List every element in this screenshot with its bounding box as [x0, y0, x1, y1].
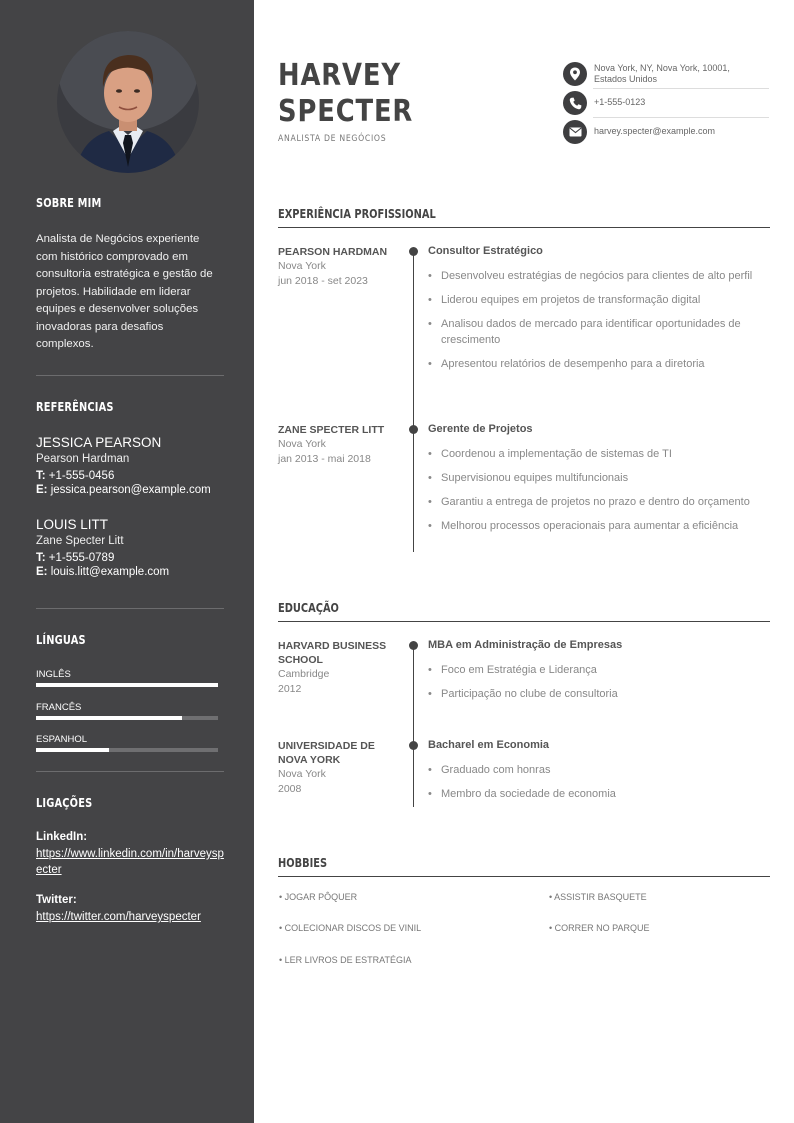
company-location: Nova York [278, 260, 326, 272]
education-details [428, 739, 770, 810]
education-highlights [428, 762, 770, 802]
language-item [36, 669, 224, 687]
school-location: Nova York [278, 768, 326, 780]
hobby-item: • LER LIVROS DE ESTRATÉGIA [279, 955, 412, 965]
section-underline [278, 621, 770, 622]
school-location: Cambridge [278, 668, 330, 680]
about-title: SOBRE MIM [36, 196, 102, 210]
language-level-fill [36, 683, 218, 687]
hobby-item: • JOGAR PÔQUER [279, 892, 358, 902]
address-line-1: Nova York, NY, Nova York, 10001, [594, 62, 730, 73]
languages-list [36, 669, 224, 764]
highlight-item: • Graduado com honras [428, 762, 770, 778]
last-name: SPECTER [278, 94, 414, 129]
reference-phone [36, 470, 224, 482]
profile-photo [57, 31, 199, 173]
reference-phone [36, 552, 224, 564]
reference-phone-label: T: [36, 552, 46, 564]
experience-title: EXPERIÊNCIA PROFISSIONAL [278, 207, 436, 221]
degree-title: MBA em Administração de Empresas [428, 639, 623, 651]
timeline-dot [409, 247, 418, 256]
envelope-icon [563, 120, 587, 144]
experience-meta [278, 245, 398, 289]
timeline-dot [409, 741, 418, 750]
language-name: FRANCÊS [36, 702, 82, 713]
reference-item [36, 517, 224, 578]
achievement-list [428, 268, 770, 372]
experience-details [428, 245, 770, 380]
highlight-item: • Participação no clube de consultoria [428, 686, 770, 702]
references-section [36, 400, 224, 414]
language-level-fill [36, 716, 182, 720]
languages-section [36, 633, 224, 647]
graduation-year: 2012 [278, 683, 302, 695]
highlight-item: • Membro da sociedade de economia [428, 786, 770, 802]
references-title: REFERÊNCIAS [36, 400, 114, 414]
achievement-item: • Apresentou relatórios de desempenho para a diretoria [428, 356, 770, 372]
language-name: ESPANHOL [36, 734, 88, 745]
language-level-fill [36, 748, 109, 752]
highlight-item: • Foco em Estratégia e Liderança [428, 662, 770, 678]
reference-name: LOUIS LITT [36, 517, 109, 532]
reference-email [36, 566, 224, 578]
education-timeline [413, 645, 414, 807]
reference-item [36, 435, 224, 496]
achievement-item: • Supervisionou equipes multifuncionais [428, 470, 770, 486]
achievement-list [428, 446, 770, 534]
reference-email-label: E: [36, 484, 48, 496]
reference-phone-value: +1-555-0789 [48, 552, 115, 564]
reference-phone-value: +1-555-0456 [48, 470, 115, 482]
sidebar-divider [36, 771, 224, 772]
experience-timeline [413, 251, 414, 552]
language-item [36, 702, 224, 720]
about-text: Analista de Negócios experiente com histórico comprovado em consultoria estratégica e gestão de projetos. Habilidade em liderar equipes e desenvolver soluções inovadoras para desafios complexos. [36, 233, 213, 350]
reference-name: JESSICA PEARSON [36, 435, 162, 450]
company-location: Nova York [278, 438, 326, 450]
first-name: HARVEY [278, 58, 401, 93]
location-pin-icon [563, 62, 587, 86]
company-name: ZANE SPECTER LITT [278, 424, 385, 436]
contact-divider [593, 88, 769, 89]
link-item [36, 894, 224, 925]
contact-address [563, 62, 769, 86]
company-name: PEARSON HARDMAN [278, 246, 388, 258]
language-level-bar [36, 716, 218, 720]
link-item [36, 831, 224, 878]
education-details [428, 639, 770, 710]
email-text: harvey.specter@example.com [594, 126, 716, 137]
education-title: EDUCAÇÃO [278, 601, 339, 615]
link-label: Twitter: [36, 894, 77, 906]
contact-email [563, 120, 769, 144]
sidebar [0, 0, 254, 1123]
link-label: LinkedIn: [36, 831, 88, 843]
timeline-dot [409, 641, 418, 650]
section-underline [278, 876, 770, 877]
experience-details [428, 423, 770, 542]
hobbies-title: HOBBIES [278, 856, 328, 870]
education-highlights [428, 662, 770, 702]
achievement-item: • Melhorou processos operacionais para aumentar a eficiência [428, 518, 770, 534]
linkedin-link[interactable]: https://www.linkedin.com/in/harveyspecter [36, 848, 224, 876]
reference-company: Pearson Hardman [36, 453, 130, 465]
language-item [36, 734, 224, 752]
role-title: Gerente de Projetos [428, 423, 533, 435]
employment-dates: jun 2018 - set 2023 [278, 275, 368, 287]
links-section [36, 796, 224, 810]
degree-title: Bacharel em Economia [428, 739, 550, 751]
language-level-bar [36, 748, 218, 752]
job-title: ANALISTA DE NEGÓCIOS [278, 134, 387, 144]
achievement-item: • Coordenou a implementação de sistemas de TI [428, 446, 770, 462]
contact-divider [593, 117, 769, 118]
about-body [36, 231, 224, 354]
education-meta [278, 739, 398, 797]
experience-meta [278, 423, 398, 467]
contact-phone [563, 91, 769, 115]
language-level-bar [36, 683, 218, 687]
reference-email [36, 484, 224, 496]
candidate-name [278, 58, 413, 130]
hobby-item: • CORRER NO PARQUE [549, 923, 650, 933]
reference-phone-label: T: [36, 470, 46, 482]
school-name: HARVARD BUSINESS SCHOOL [278, 640, 387, 666]
reference-email-value: louis.litt@example.com [50, 566, 170, 578]
address-text [594, 63, 730, 86]
reference-company: Zane Specter Litt [36, 535, 124, 547]
hobby-item: • ASSISTIR BASQUETE [549, 892, 647, 902]
address-line-2: Estados Unidos [594, 74, 658, 84]
twitter-link[interactable]: https://twitter.com/harveyspecter [36, 911, 201, 923]
timeline-dot [409, 425, 418, 434]
about-section [36, 196, 224, 210]
hobby-item: • COLECIONAR DISCOS DE VINIL [279, 923, 422, 933]
achievement-item: • Desenvolveu estratégias de negócios para clientes de alto perfil [428, 268, 770, 284]
achievement-item: • Analisou dados de mercado para identificar oportunidades de crescimento [428, 316, 770, 348]
reference-email-label: E: [36, 566, 48, 578]
links-title: LIGAÇÕES [36, 796, 93, 810]
languages-title: LÍNGUAS [36, 633, 86, 647]
employment-dates: jan 2013 - mai 2018 [278, 453, 371, 465]
sidebar-divider [36, 375, 224, 376]
achievement-item: • Garantiu a entrega de projetos no prazo e dentro do orçamento [428, 494, 770, 510]
graduation-year: 2008 [278, 783, 302, 795]
school-name: UNIVERSIDADE DE NOVA YORK [278, 740, 375, 766]
section-underline [278, 227, 770, 228]
language-name: INGLÊS [36, 669, 71, 680]
reference-email-value: jessica.pearson@example.com [50, 484, 211, 496]
achievement-item: • Liderou equipes em projetos de transformação digital [428, 292, 770, 308]
sidebar-divider [36, 608, 224, 609]
education-meta [278, 639, 398, 697]
role-title: Consultor Estratégico [428, 245, 543, 257]
phone-text: +1-555-0123 [594, 97, 646, 108]
phone-icon [563, 91, 587, 115]
